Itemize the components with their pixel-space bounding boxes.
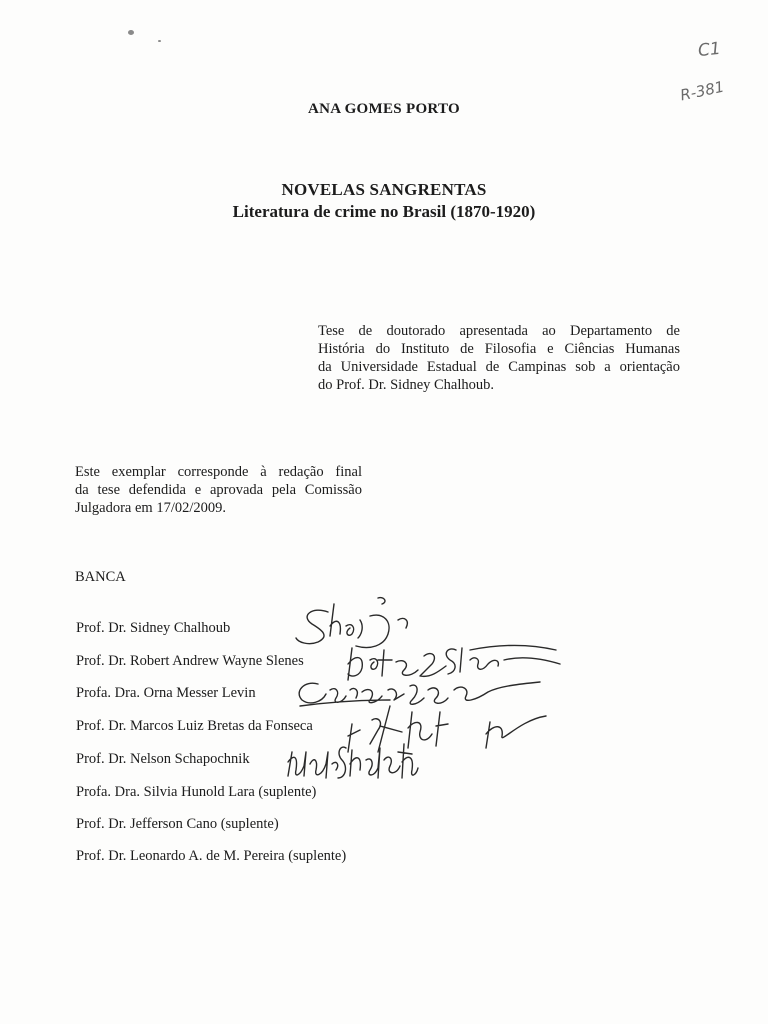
signature-levin [299,682,540,706]
thesis-subtitle: Literatura de crime no Brasil (1870-1920) [232,202,536,221]
committee-member: Prof. Dr. Leonardo A. de M. Pereira (suplente) [76,848,347,864]
committee-member: Prof. Dr. Robert Andrew Wayne Slenes [76,653,304,669]
signature-schapochnik [288,744,418,778]
note-line: Tese de doutorado apresentada ao Departamento de [318,323,680,339]
final-copy-note [75,463,362,517]
note-line: do Prof. Dr. Sidney Chalhoub. [318,377,495,393]
author-name: ANA GOMES PORTO [307,101,461,117]
handwritten-annotation-call-number: R-381 [678,77,726,105]
committee-member: Prof. Dr. Marcos Luiz Bretas da Fonseca [76,718,313,734]
committee-member: Profa. Dra. Orna Messer Levin [76,685,256,701]
handwritten-annotation-c1: C1 [697,38,722,62]
paper-smudge [158,40,161,42]
signature-slenes [348,646,560,681]
committee-member: Prof. Dr. Sidney Chalhoub [76,620,231,636]
signature-chalhoub [296,604,407,648]
signature-fonseca [348,706,546,752]
banca-heading: BANCA [75,569,126,585]
note-line: História do Instituto de Filosofia e Ciências Humanas [318,341,680,357]
committee-member: Prof. Dr. Jefferson Cano (suplente) [76,816,279,832]
note-line: da Universidade Estadual de Campinas sob a orientação [318,359,680,375]
note-line: Este exemplar corresponde à redação final [75,464,362,480]
thesis-title: NOVELAS SANGRENTAS [281,180,487,199]
committee-member: Profa. Dra. Silvia Hunold Lara (suplente) [76,784,317,800]
note-line: Julgadora em 17/02/2009. [75,500,227,516]
thesis-presentation-note [318,322,680,394]
paper-smudge [128,30,134,35]
committee-member: Prof. Dr. Nelson Schapochnik [76,751,250,767]
note-line: da tese defendida e aprovada pela Comissão [75,482,362,498]
